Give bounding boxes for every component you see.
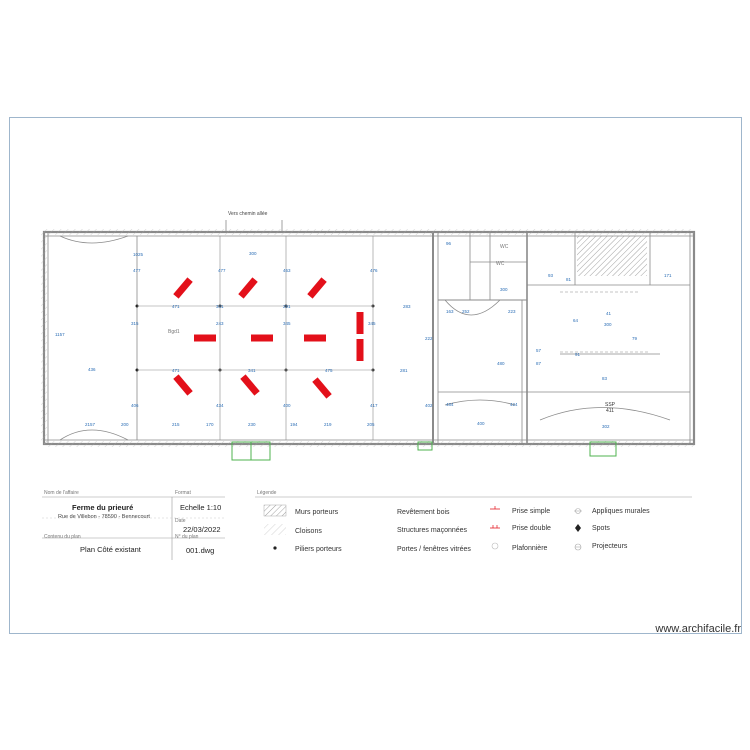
dimension-label: 223 xyxy=(508,309,516,314)
ceiling-light-icon xyxy=(492,543,498,549)
format-heading: Format xyxy=(175,490,191,496)
dimension-label: 341 xyxy=(248,368,256,373)
dimension-label: 215 xyxy=(172,422,180,427)
drawing-title: Plan Côté existant xyxy=(80,545,141,554)
dimension-label: 170 xyxy=(206,422,214,427)
legend-item-masonry: Structures maçonnées xyxy=(397,527,468,534)
legend-item-spots: Spots xyxy=(592,525,610,532)
red-marker xyxy=(238,277,258,298)
dimension-label: 243 xyxy=(216,321,224,326)
room-tag-ssp: SSP xyxy=(605,402,616,408)
projector-icon xyxy=(575,544,581,550)
dimension-label: 477 xyxy=(133,268,141,273)
dimension-label: 222 xyxy=(425,336,433,341)
dimension-label: 300 xyxy=(249,251,257,256)
dimension-label: 87 xyxy=(536,361,542,366)
dimension-label: 417 xyxy=(370,403,378,408)
legend-item-outlet-single: Prise simple xyxy=(512,508,551,515)
red-marker xyxy=(304,335,326,342)
project-heading: Nom de l'affaire xyxy=(44,490,79,496)
dimension-label: 194 xyxy=(290,422,298,427)
dimension-label: 341 xyxy=(216,304,224,309)
author-heading: N° du plan xyxy=(175,534,199,540)
hatched-wall xyxy=(577,236,647,276)
dimension-label: 400 xyxy=(283,403,291,408)
red-marker xyxy=(240,374,260,395)
red-marker xyxy=(312,377,332,398)
dimension-label: 300 xyxy=(500,287,508,292)
dimension-label: 400 xyxy=(477,421,485,426)
red-marker xyxy=(173,277,193,298)
dimension-label: 471 xyxy=(172,368,180,373)
red-marker xyxy=(357,339,364,361)
legend-item-outlet-double: Prise double xyxy=(512,525,551,532)
dimension-label: 434 xyxy=(216,403,224,408)
red-marker xyxy=(357,312,364,334)
dimension-label: 424 xyxy=(510,402,518,407)
legend-item-partitions: Cloisons xyxy=(295,528,322,535)
room-tag-wc2: WC xyxy=(500,244,509,250)
dimension-label: 476 xyxy=(370,268,378,273)
project-name: Ferme du prieuré xyxy=(72,503,134,512)
light-hatch-icon xyxy=(264,524,286,535)
red-marker xyxy=(307,277,327,298)
legend-item-projectors: Projecteurs xyxy=(592,543,628,550)
spot-icon xyxy=(575,524,581,532)
dimension-label: 436 xyxy=(88,367,96,372)
dimension-label: 283 xyxy=(403,304,411,309)
project-address: Rue de Villebon - 78590 - Bennecourt xyxy=(58,514,150,520)
legend-item-wood: Revêtement bois xyxy=(397,509,450,516)
room-tag-bgd: Bgd1 xyxy=(168,329,180,335)
dimension-label: 79 xyxy=(632,336,638,341)
legend-heading: Légende xyxy=(257,490,277,496)
dimension-label: 471 xyxy=(172,304,180,309)
watermark: www.archifacile.fr xyxy=(655,623,741,635)
dimension-label: 463 xyxy=(283,268,291,273)
dimension-label: 2157 xyxy=(85,422,96,427)
dot-icon xyxy=(273,546,276,549)
room-tag-wc1: WC xyxy=(496,261,505,267)
wall-light-icon xyxy=(574,509,582,514)
date: 22/03/2022 xyxy=(183,525,221,534)
dimension-label: 345 xyxy=(283,321,291,326)
dimension-label: 291 xyxy=(283,304,291,309)
outlet-double-icon xyxy=(490,525,500,528)
dimension-label: 41 xyxy=(606,311,612,316)
dimension-label: 402 xyxy=(425,403,433,408)
dimension-label: 406 xyxy=(131,403,139,408)
red-marker xyxy=(173,374,193,395)
dimension-label: 1157 xyxy=(55,332,65,337)
dimension-label: 252 xyxy=(462,309,470,314)
hatch-icon xyxy=(264,505,286,516)
date-heading: Date xyxy=(175,518,186,524)
red-marker xyxy=(194,335,216,342)
dimension-label: 205 xyxy=(367,422,375,427)
dimension-label: 230 xyxy=(248,422,256,427)
dimension-label: 302 xyxy=(602,424,610,429)
dimension-label: 484 xyxy=(446,402,454,407)
dimension-label: 315 xyxy=(131,321,139,326)
dimension-label: 1025 xyxy=(133,252,144,257)
dimension-label: 163 xyxy=(446,309,454,314)
drawing-heading: Contenu du plan xyxy=(44,534,81,540)
dimension-label: 91 xyxy=(575,352,581,357)
dimension-label: 171 xyxy=(664,273,672,278)
dimension-label: 300 xyxy=(604,322,612,327)
outlet-single-icon xyxy=(490,506,500,509)
red-marker xyxy=(251,335,273,342)
dimension-label: 345 xyxy=(368,321,376,326)
dimension-label: 477 xyxy=(218,268,226,273)
legend-item-pillars: Piliers porteurs xyxy=(295,546,342,553)
dimension-label: 96 xyxy=(446,241,452,246)
red-markers xyxy=(173,277,363,398)
dimension-label: 475 xyxy=(325,368,333,373)
legend-item-ceiling-light: Plafonnière xyxy=(512,545,548,552)
dimension-label: 81 xyxy=(566,277,572,282)
dimension-label: 281 xyxy=(400,368,408,373)
dimension-label: 200 xyxy=(121,422,129,427)
dimension-label: 57 xyxy=(536,348,542,353)
legend-item-bearing-walls: Murs porteurs xyxy=(295,509,339,516)
dimension-label: 480 xyxy=(497,361,505,366)
legend-item-glass-doors: Portes / fenêtres vitrées xyxy=(397,546,471,553)
room-tag-411: 411 xyxy=(606,408,614,414)
file-name: 001.dwg xyxy=(186,546,215,555)
dimension-label: 93 xyxy=(548,273,554,278)
scale: Echelle 1:10 xyxy=(180,503,222,512)
legend-item-wall-lights: Appliques murales xyxy=(592,508,650,515)
top-access-label: Vers chemin allée xyxy=(228,211,268,217)
dimension-label: 64 xyxy=(573,318,579,323)
dimension-label: 219 xyxy=(324,422,332,427)
dimension-label: 83 xyxy=(602,376,608,381)
